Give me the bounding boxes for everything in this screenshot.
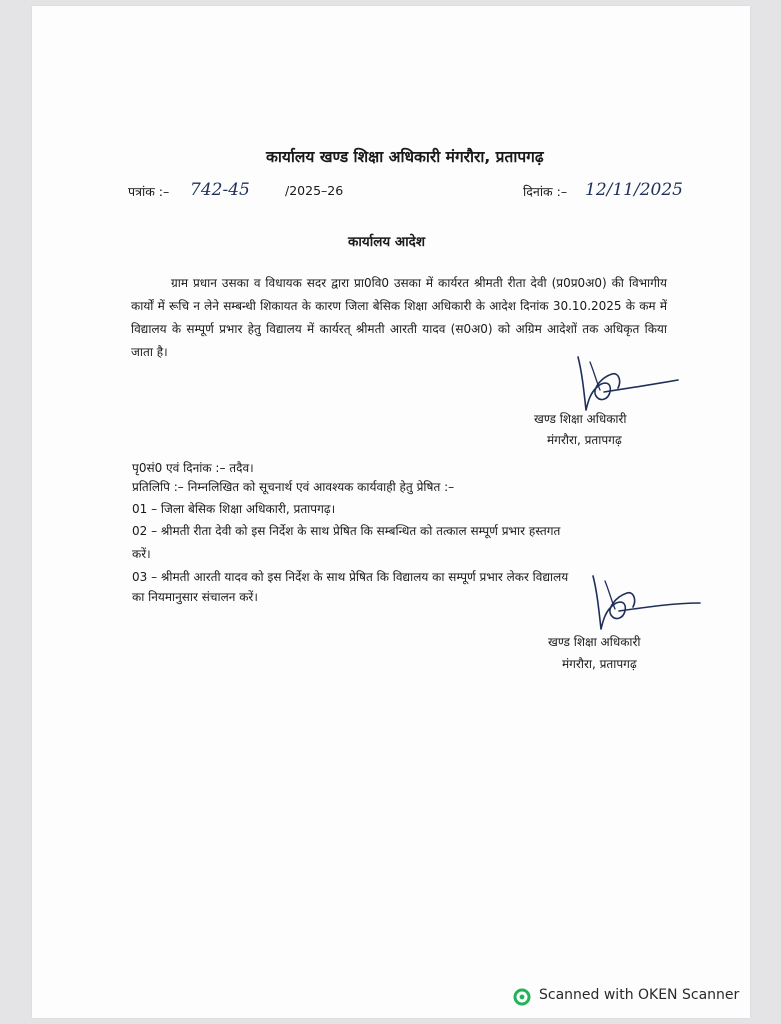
copy-item-2-line-1: 02 – श्रीमती रीता देवी को इस निर्देश के साथ प्रेषित कि सम्बन्धित को तत्काल सम्पूर्ण प्रभार हस्तगत: [132, 524, 561, 538]
order-body: ग्राम प्रधान उसका व विधायक सदर द्वारा प्रा0वि0 उसका में कार्यरत श्रीमती रीता देवी (प्र0प्र0अ0) की विभागीय कार्यों में रूचि न लेने सम्बन्धी शिकायत के कारण जिला बेसिक शिक्षा अधिकारी के आदेश दिनांक 30.10.2025 के कम में विद्यालय के सम्पूर्ण प्रभार हेतु विद्यालय में कार्यरत् श्रीमती आरती यादव (स0अ0) को अग्रिम आदेशों तक अधिकृत किया जाता है।: [131, 276, 667, 359]
signature-1-designation: खण्ड शिक्षा अधिकारी: [534, 412, 627, 426]
oken-scanner-logo-icon: [513, 988, 531, 1006]
pratilipi-line: प्रतिलिपि :– निम्नलिखित को सूचनार्थ एवं आवश्यक कार्यवाही हेतु प्रेषित :–: [132, 480, 455, 494]
patrank-number: 742-45: [190, 180, 250, 200]
date-value: 12/11/2025: [585, 180, 683, 200]
signature-2-designation: खण्ड शिक्षा अधिकारी: [548, 635, 641, 649]
ref-line: पृ0सं0 एवं दिनांक :– तदैव।: [132, 461, 254, 475]
signature-1-location: मंगरौरा, प्रतापगढ़: [547, 433, 622, 447]
date-label: दिनांक :–: [523, 184, 568, 199]
signature-2-location: मंगरौरा, प्रतापगढ़: [562, 657, 637, 671]
order-title: कार्यालय आदेश: [348, 234, 426, 250]
office-title: कार्यालय खण्ड शिक्षा अधिकारी मंगरौरा, प्रतापगढ़: [266, 148, 544, 166]
copy-item-2-line-2: करें।: [132, 547, 151, 561]
copy-item-1: 01 – जिला बेसिक शिक्षा अधिकारी, प्रतापगढ़।: [132, 502, 336, 516]
scanner-watermark-text: Scanned with OKEN Scanner: [539, 987, 740, 1003]
copy-item-3-line-2: का नियमानुसार संचालन करें।: [132, 590, 258, 604]
copy-item-3-line-1: 03 – श्रीमती आरती यादव को इस निर्देश के साथ प्रेषित कि विद्यालय का सम्पूर्ण प्रभार लेकर विद्यालय: [132, 570, 569, 584]
patrank-year: /2025–26: [285, 183, 344, 198]
patrank-label: पत्रांक :–: [128, 184, 170, 199]
